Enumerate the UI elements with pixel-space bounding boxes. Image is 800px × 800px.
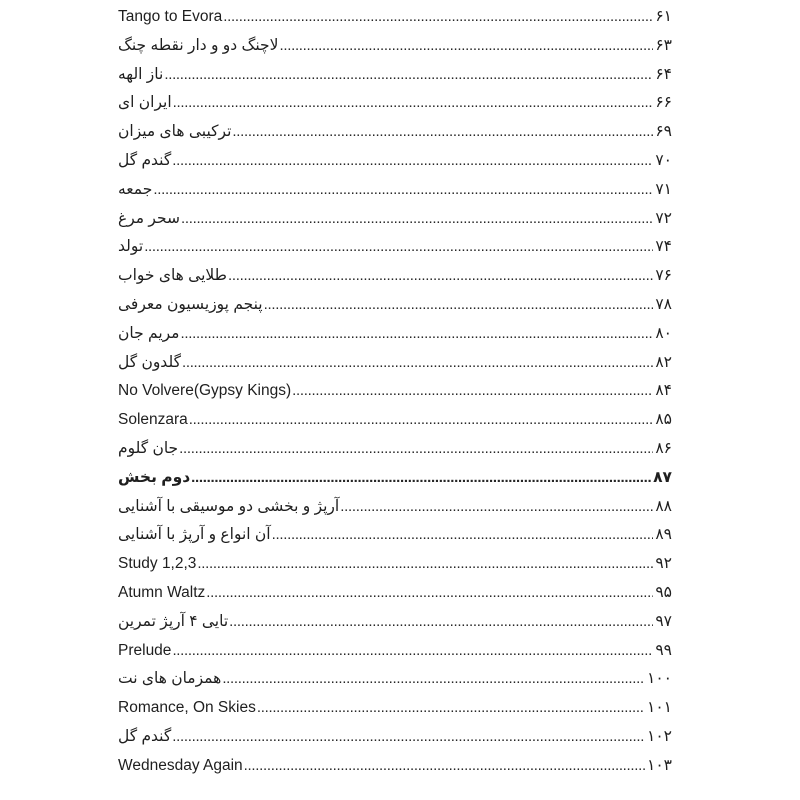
toc-entry[interactable] xyxy=(118,320,672,349)
toc-entry[interactable] xyxy=(118,118,672,147)
dot-leader xyxy=(257,694,645,723)
dot-leader xyxy=(340,493,653,522)
toc-entry[interactable] xyxy=(118,521,672,550)
toc-entry-page-number: ۱۰۱ xyxy=(647,699,672,717)
dot-leader xyxy=(181,205,653,234)
toc-entry[interactable] xyxy=(118,147,672,176)
toc-entry-page-number: ۶۳ xyxy=(655,36,672,54)
dot-leader xyxy=(191,464,651,493)
toc-entry-page-number: ۹۵ xyxy=(655,583,672,601)
toc-entry-title: گل گلدون xyxy=(118,353,181,371)
toc-entry-page-number: ۹۷ xyxy=(655,612,672,630)
dot-leader xyxy=(164,61,653,90)
toc-entry-page-number: ۸۹ xyxy=(655,526,672,544)
toc-entry-title: Atumn Waltz xyxy=(118,583,206,601)
toc-entry-title: Solenzara xyxy=(118,411,188,429)
toc-list xyxy=(118,3,672,781)
toc-entry-page-number: ۸۵ xyxy=(655,411,672,429)
toc-entry-title: معرفی پوزیسیون پنجم xyxy=(118,295,263,313)
dot-leader xyxy=(172,147,653,176)
toc-entry-page-number: ۸۰ xyxy=(655,324,672,342)
toc-entry-title: تمرین آرپژ ۴ تایی xyxy=(118,612,229,630)
toc-entry-title: گل گندم xyxy=(118,727,172,745)
toc-entry[interactable] xyxy=(118,205,672,234)
dot-leader xyxy=(197,550,653,579)
toc-entry[interactable] xyxy=(118,493,672,522)
dot-leader xyxy=(182,349,653,378)
toc-entry[interactable] xyxy=(118,464,672,493)
toc-entry-title: چنگ نقطه دار و دو لاچنگ xyxy=(118,36,279,54)
toc-entry-page-number: ۷۰ xyxy=(655,151,672,169)
dot-leader xyxy=(244,752,645,781)
toc-entry[interactable] xyxy=(118,176,672,205)
toc-entry-page-number: ۸۶ xyxy=(655,439,672,457)
toc-entry-title: نت های همزمان xyxy=(118,670,222,688)
toc-entry-page-number: ۱۰۳ xyxy=(647,756,672,774)
toc-entry[interactable] xyxy=(118,752,672,781)
dot-leader xyxy=(172,637,653,666)
toc-entry-page-number: ۸۴ xyxy=(655,382,672,400)
toc-entry[interactable] xyxy=(118,3,672,32)
toc-entry-title: خواب های طلایی xyxy=(118,267,227,285)
dot-leader xyxy=(264,291,654,320)
dot-leader xyxy=(172,723,645,752)
toc-entry-title: الهه ناز xyxy=(118,65,164,83)
toc-entry[interactable] xyxy=(118,233,672,262)
toc-entry-page-number: ۶۹ xyxy=(655,123,672,141)
toc-entry-page-number: ۹۹ xyxy=(655,641,672,659)
toc-entry-page-number: ۶۶ xyxy=(655,94,672,112)
toc-entry-page-number: ۷۸ xyxy=(655,295,672,313)
toc-entry-page-number: ۸۲ xyxy=(655,353,672,371)
dot-leader xyxy=(232,118,653,147)
toc-entry-page-number: ۸۸ xyxy=(655,497,672,515)
dot-leader xyxy=(189,406,654,435)
toc-entry-title: No Volvere(Gypsy Kings) xyxy=(118,382,292,400)
toc-entry-page-number: ۷۶ xyxy=(655,267,672,285)
toc-entry-title: جان مریم xyxy=(118,324,180,342)
dot-leader xyxy=(153,176,653,205)
dot-leader xyxy=(180,320,653,349)
toc-entry-title: Tango to Evora xyxy=(118,8,223,25)
dot-leader xyxy=(222,665,645,694)
dot-leader xyxy=(144,233,653,262)
toc-entry-page-number: ۷۴ xyxy=(655,238,672,256)
toc-entry[interactable] xyxy=(118,435,672,464)
dot-leader xyxy=(229,608,653,637)
toc-entry[interactable] xyxy=(118,262,672,291)
toc-entry-title: جمعه xyxy=(118,180,153,198)
toc-entry[interactable] xyxy=(118,637,672,666)
toc-entry-page-number: ۸۷ xyxy=(653,468,672,486)
toc-entry[interactable] xyxy=(118,694,672,723)
toc-entry[interactable] xyxy=(118,349,672,378)
toc-entry-title: Prelude xyxy=(118,641,172,659)
toc-entry-title: Romance, On Skies xyxy=(118,699,256,717)
toc-entry[interactable] xyxy=(118,723,672,752)
toc-entry-page-number: ۶۱ xyxy=(655,8,672,25)
toc-entry-title: گلوم جان xyxy=(118,439,179,457)
toc-entry[interactable] xyxy=(118,377,672,406)
toc-entry[interactable] xyxy=(118,291,672,320)
dot-leader xyxy=(173,89,654,118)
dot-leader xyxy=(179,435,653,464)
toc-entry-page-number: ۱۰۰ xyxy=(647,670,672,688)
toc-entry-title: مرغ سحر xyxy=(118,209,180,227)
toc-entry[interactable] xyxy=(118,61,672,90)
toc-entry[interactable] xyxy=(118,579,672,608)
toc-entry-title: تولد xyxy=(118,238,144,256)
toc-entry[interactable] xyxy=(118,406,672,435)
toc-entry-title: ای ایران xyxy=(118,94,172,112)
toc-entry[interactable] xyxy=(118,32,672,61)
toc-entry-title: آشنایی با آرپژ و انواع آن xyxy=(118,526,271,544)
toc-entry[interactable] xyxy=(118,89,672,118)
toc-entry-page-number: ۱۰۲ xyxy=(647,727,672,745)
toc-entry[interactable] xyxy=(118,665,672,694)
toc-entry-page-number: ۹۲ xyxy=(655,555,672,573)
dot-leader xyxy=(292,377,653,406)
dot-leader xyxy=(206,579,653,608)
toc-entry-title: بخش دوم xyxy=(118,468,191,486)
toc-entry-title: Study 1,2,3 xyxy=(118,555,197,573)
toc-entry-title: میزان های ترکیبی xyxy=(118,123,232,141)
toc-entry-page-number: ۷۱ xyxy=(655,180,672,198)
dot-leader xyxy=(272,521,654,550)
toc-entry[interactable] xyxy=(118,608,672,637)
toc-entry-title: Wednesday Again xyxy=(118,756,243,774)
toc-entry-page-number: ۶۴ xyxy=(655,65,672,83)
toc-entry-title: گل گندم xyxy=(118,151,172,169)
toc-entry-title: آشنایی با موسیقی دو بخشی و آرپژ xyxy=(118,497,340,515)
dot-leader xyxy=(228,262,653,291)
toc-entry-page-number: ۷۲ xyxy=(655,209,672,227)
toc-entry[interactable] xyxy=(118,550,672,579)
dot-leader xyxy=(279,32,653,61)
dot-leader xyxy=(223,3,653,32)
